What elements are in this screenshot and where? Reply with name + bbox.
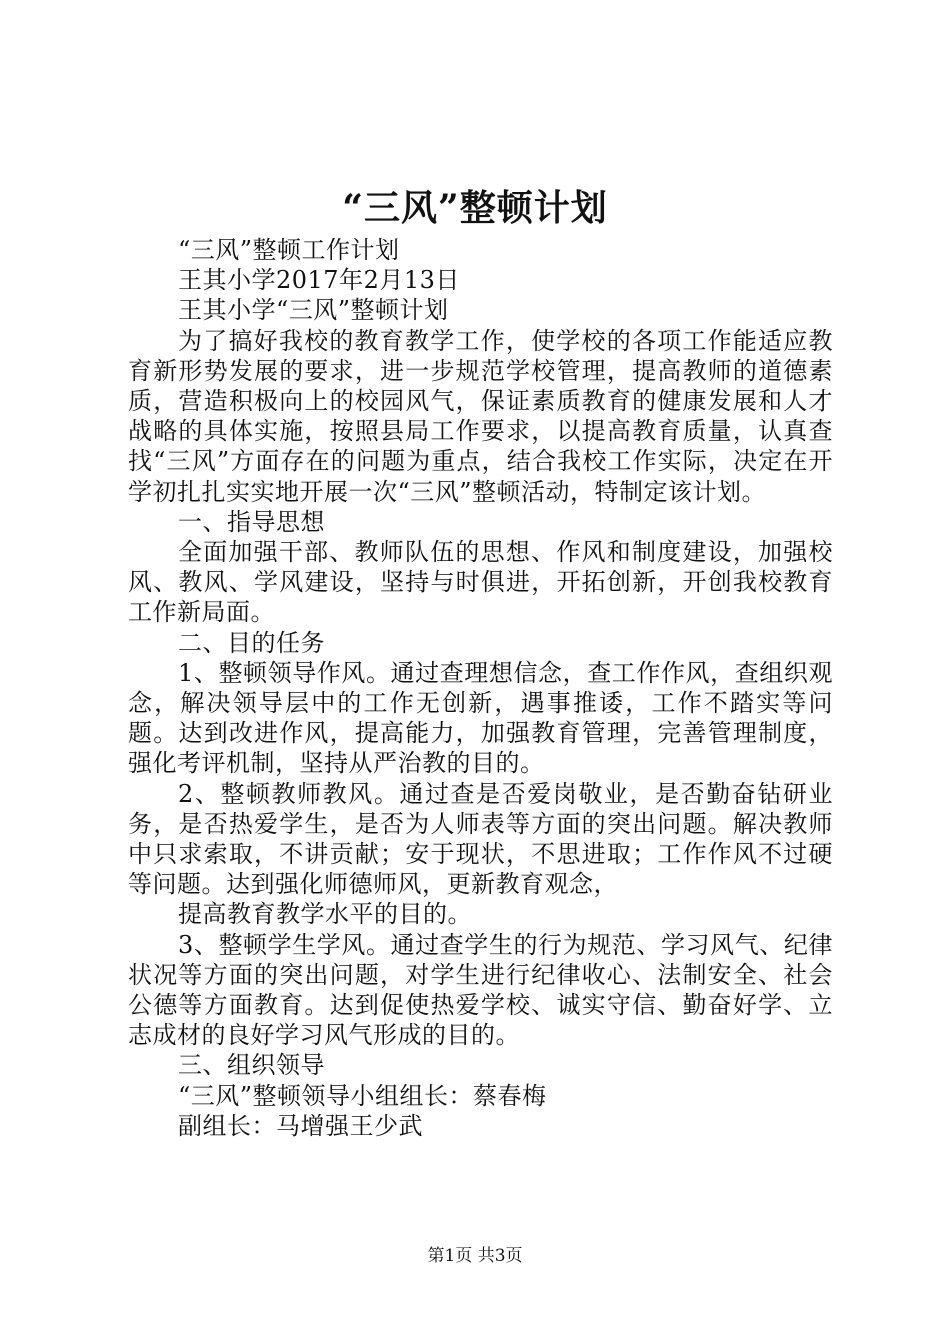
section-heading-organization: 三、组织领导 [178,1051,325,1080]
paragraph-student-style: 3、整顿学生学风。通过查学生的行为规范、学习风气、纪律状况等方面的突出问题，对学生进行纪律收心、法制安全、社会公德等方面教育。达到促使热爱学校、诚实守信、勤奋好学、立志成材的良好学习风气形成的目的。 [128,930,833,1050]
document-title: “三风”整顿计划 [342,187,608,229]
paragraph-guiding-thought: 全面加强干部、教师队伍的思想、作风和制度建设，加强校风、教风、学风建设，坚持与时俱进，开拓创新，开创我校教育工作新局面。 [128,538,833,627]
paragraph-teacher-style-cont: 提高教育教学水平的目的。 [178,900,472,929]
paragraph-leadership-style: 1、整顿领导作风。通过查理想信念，查工作作风，查组织观念，解决领导层中的工作无创新，遇事推诿，工作不踏实等问题。达到改进作风，提高能力，加强教育管理，完善管理制度，强化考评机制，坚持从严治教的目的。 [128,658,833,778]
paragraph-teacher-style: 2、整顿教师教风。通过查是否爱岗敬业，是否勤奋钻研业务，是否热爱学生，是否为人师表等方面的突出问题。解决教师中只求索取，不讲贡献；安于现状，不思进取；工作作风不过硬等问题。达到强化师德师风，更新教育观念， [128,779,833,899]
paragraph-school-date: 王其小学2017年2月13日 [178,266,460,295]
paragraph-deputy-leader: 副组长：马增强王少武 [178,1111,423,1140]
paragraph-subtitle: “三风”整顿工作计划 [178,236,400,264]
section-heading-guiding-thought: 一、指导思想 [178,507,325,536]
section-heading-goals: 二、目的任务 [178,628,325,657]
document-body [128,235,833,1141]
paragraph-plan-heading: 王其小学“三风”整顿计划 [178,296,449,325]
page-footer: 第1页 共3页 [427,1246,523,1266]
paragraph-intro: 为了搞好我校的教育教学工作，使学校的各项工作能适应教育新形势发展的要求，进一步规范学校管理，提高教师的道德素质，营造积极向上的校园风气，保证素质教育的健康发展和人才战略的具体实施，按照县局工作要求，以提高教育质量，认真查找“三风”方面存在的问题为重点，结合我校工作实际，决定在开学初扎扎实实地开展一次“三风”整顿活动，特制定该计划。 [128,326,833,506]
paragraph-group-leader: “三风”整顿领导小组组长：蔡春梅 [178,1081,547,1110]
